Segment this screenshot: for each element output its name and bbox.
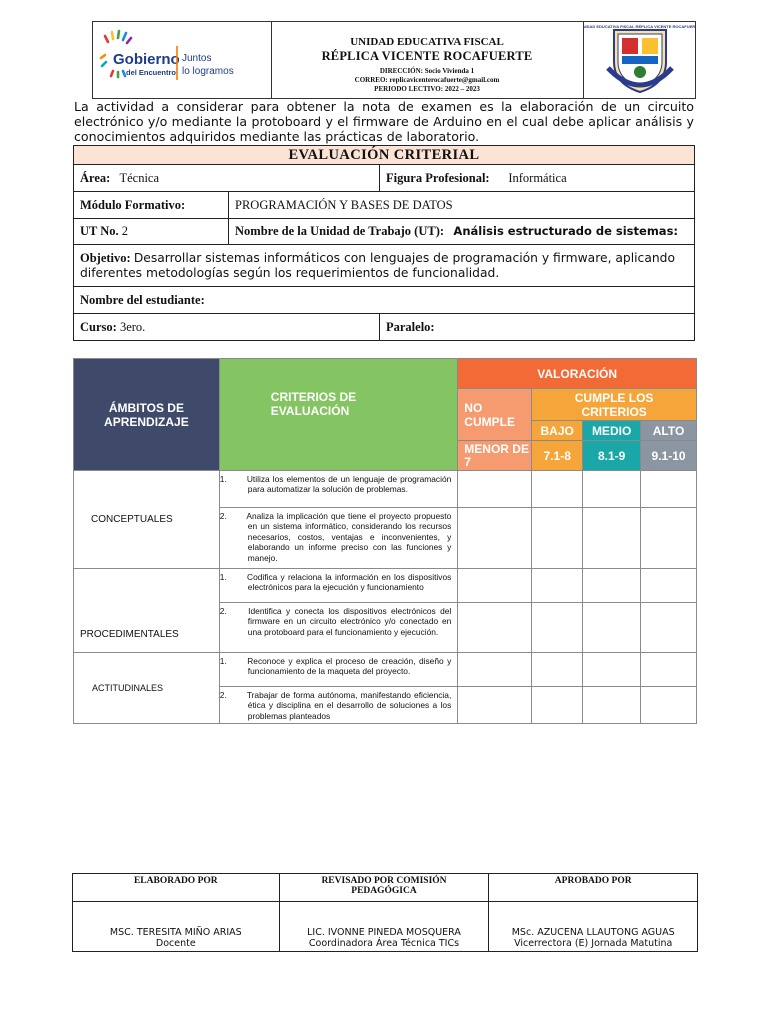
svg-text:Gobierno: Gobierno bbox=[113, 51, 180, 68]
bajo-range: 7.1-8 bbox=[532, 441, 583, 471]
score-cell[interactable] bbox=[641, 569, 697, 603]
criterion-item: 1. Codifica y relaciona la información en los dispositivos electrónicos para la ejecución y funcionamiento bbox=[219, 569, 457, 603]
objetivo-value: Desarrollar sistemas informáticos con lenguajes de programación y firmware, aplicando diferentes metodologías según los requerimientos de funcionalidad. bbox=[80, 250, 675, 280]
area-cell bbox=[74, 165, 380, 192]
revisado-role: Coordinadora Área Técnica TICs bbox=[308, 938, 460, 949]
alto-header: ALTO bbox=[641, 421, 697, 441]
score-cell[interactable] bbox=[458, 687, 532, 724]
estudiante-label: Nombre del estudiante: bbox=[80, 292, 205, 307]
curso-value: 3ero. bbox=[119, 319, 146, 334]
table-row bbox=[74, 569, 697, 603]
school-seal bbox=[583, 22, 696, 98]
figura-cell bbox=[380, 165, 695, 192]
score-cell[interactable] bbox=[532, 653, 583, 687]
svg-text:UNIDAD EDUCATIVA FISCAL RÉPLIC: UNIDAD EDUCATIVA FISCAL RÉPLICA VICENTE ROCAFUERTE bbox=[584, 24, 696, 29]
score-cell[interactable] bbox=[458, 569, 532, 603]
paralelo-cell bbox=[380, 314, 695, 341]
criterion-item: 1. Reconoce y explica el proceso de creación, diseño y funcionamiento de la maqueta del proyecto. bbox=[219, 653, 457, 687]
elaborado-signature bbox=[73, 902, 280, 952]
gobierno-logo-icon bbox=[93, 22, 271, 98]
elaborado-role: Docente bbox=[155, 938, 196, 949]
school-period: PERIODO LECTIVO: 2022 – 2023 bbox=[374, 85, 480, 93]
rubric-table bbox=[73, 358, 697, 724]
score-cell[interactable] bbox=[641, 508, 697, 569]
school-email: CORREO: replicavicenterocafuerte@gmail.com bbox=[354, 76, 500, 84]
medio-range: 8.1-9 bbox=[583, 441, 641, 471]
score-cell[interactable] bbox=[583, 471, 641, 508]
school-name: RÉPLICA VICENTE ROCAFUERTE bbox=[321, 49, 533, 63]
score-cell[interactable] bbox=[532, 508, 583, 569]
score-cell[interactable] bbox=[641, 471, 697, 508]
figura-value: Informática bbox=[508, 170, 567, 185]
modulo-label: Módulo Formativo: bbox=[80, 197, 186, 212]
criterion-item: 2. Trabajar de forma autónoma, manifestando eficiencia, ética y disciplina en el desarrollo de soluciones a los problemas planteados bbox=[219, 687, 457, 724]
cumple-header: CUMPLE LOS CRITERIOS bbox=[532, 389, 697, 421]
aprobado-role: Vicerrectora (E) Jornada Matutina bbox=[514, 938, 673, 949]
score-cell[interactable] bbox=[532, 687, 583, 724]
score-cell[interactable] bbox=[583, 687, 641, 724]
ut-name-value: Análisis estructurado de sistemas: bbox=[453, 224, 679, 238]
ut-number-cell bbox=[74, 219, 229, 245]
score-cell[interactable] bbox=[532, 603, 583, 653]
revisado-signature bbox=[279, 902, 489, 952]
estudiante-cell bbox=[74, 287, 695, 314]
criterion-item: 2. Analiza la implicación que tiene el proyecto propuesto en un sistema informático, considerando los recursos necesarios, costos, ventajas e inconvenientes, y elaborando un informe preciso con las funciones y manejo. bbox=[219, 508, 457, 569]
svg-text:del Encuentro: del Encuentro bbox=[126, 68, 177, 77]
elaborado-name: MSC. TERESITA MIÑO ARIAS bbox=[109, 927, 242, 938]
score-cell[interactable] bbox=[583, 653, 641, 687]
score-cell[interactable] bbox=[583, 603, 641, 653]
government-logo bbox=[93, 22, 272, 98]
criterion-item: 2. Identifica y conecta los dispositivos electrónicos del firmware en un circuito electrónico y/o conectado en una protoboard para el funcionamiento y ejecución. bbox=[219, 603, 457, 653]
table-row bbox=[74, 653, 697, 687]
table-row bbox=[74, 471, 697, 508]
score-cell[interactable] bbox=[458, 653, 532, 687]
aprobado-header: APROBADO POR bbox=[489, 874, 698, 902]
ambito-procedimentales: PROCEDIMENTALES bbox=[74, 569, 220, 653]
score-cell[interactable] bbox=[532, 471, 583, 508]
score-cell[interactable] bbox=[583, 569, 641, 603]
criterios-header: CRITERIOS DE EVALUACIÓN bbox=[219, 359, 457, 471]
intro-paragraph: La actividad a considerar para obtener la nota de examen es la elaboración de un circuito electrónico y/o mediante la protoboard y el firmware de Arduino en el cual debe aplicar análisis y conocimientos adquiridos mediante las prácticas de laboratorio. bbox=[74, 99, 694, 144]
score-cell[interactable] bbox=[641, 653, 697, 687]
score-cell[interactable] bbox=[641, 687, 697, 724]
document-header bbox=[92, 21, 696, 99]
curso-label: Curso: bbox=[80, 319, 117, 334]
school-address: DIRECCIÓN: Socio Vivienda 1 bbox=[379, 67, 475, 75]
modulo-value: PROGRAMACIÓN Y BASES DE DATOS bbox=[229, 192, 695, 219]
revisado-header: REVISADO POR COMISIÓN PEDAGÓGICA bbox=[279, 874, 489, 902]
modulo-label-cell bbox=[74, 192, 229, 219]
objetivo-label: Objetivo: bbox=[80, 250, 131, 265]
school-shield-icon bbox=[584, 22, 696, 98]
objetivo-cell bbox=[74, 245, 695, 287]
alto-range: 9.1-10 bbox=[641, 441, 697, 471]
criterial-evaluation-table bbox=[73, 145, 695, 341]
ambito-actitudinales: ACTITUDINALES bbox=[74, 653, 220, 724]
paralelo-label: Paralelo: bbox=[386, 319, 435, 334]
svg-text:lo logramos: lo logramos bbox=[182, 66, 234, 77]
ut-name-label: Nombre de la Unidad de Trabajo (UT): bbox=[235, 224, 445, 238]
score-cell[interactable] bbox=[458, 471, 532, 508]
score-cell[interactable] bbox=[583, 508, 641, 569]
svg-text:Juntos: Juntos bbox=[182, 53, 212, 64]
elaborado-header: ELABORADO POR bbox=[73, 874, 280, 902]
school-info bbox=[271, 22, 583, 98]
figura-label: Figura Profesional: bbox=[386, 170, 490, 185]
score-cell[interactable] bbox=[532, 569, 583, 603]
ambito-conceptuales: CONCEPTUALES bbox=[74, 471, 220, 569]
signature-table bbox=[72, 873, 698, 952]
menor-range: MENOR DE 7 bbox=[458, 441, 532, 471]
medio-header: MEDIO bbox=[583, 421, 641, 441]
valoracion-header: VALORACIÓN bbox=[458, 359, 697, 389]
ut-label: UT No. bbox=[80, 224, 119, 238]
revisado-name: LIC. IVONNE PINEDA MOSQUERA bbox=[307, 927, 461, 938]
ut-name-cell bbox=[229, 219, 695, 245]
area-value: Técnica bbox=[119, 170, 160, 185]
score-cell[interactable] bbox=[458, 508, 532, 569]
score-cell[interactable] bbox=[458, 603, 532, 653]
aprobado-signature bbox=[489, 902, 698, 952]
criterion-item: 1. Utiliza los elementos de un lenguaje de programación para automatizar la solución de problemas. bbox=[219, 471, 457, 508]
score-cell[interactable] bbox=[641, 603, 697, 653]
aprobado-name: MSc. AZUCENA LLAUTONG AGUAS bbox=[511, 927, 675, 938]
bajo-header: BAJO bbox=[532, 421, 583, 441]
ut-value: 2 bbox=[121, 224, 129, 238]
ambitos-header: ÁMBITOS DE APRENDIZAJE bbox=[74, 359, 220, 471]
curso-cell bbox=[74, 314, 380, 341]
criterial-title: EVALUACIÓN CRITERIAL bbox=[74, 146, 695, 165]
school-type: UNIDAD EDUCATIVA FISCAL bbox=[350, 36, 504, 48]
no-cumple-header: NO CUMPLE bbox=[458, 389, 532, 441]
area-label: Área: bbox=[80, 170, 111, 185]
